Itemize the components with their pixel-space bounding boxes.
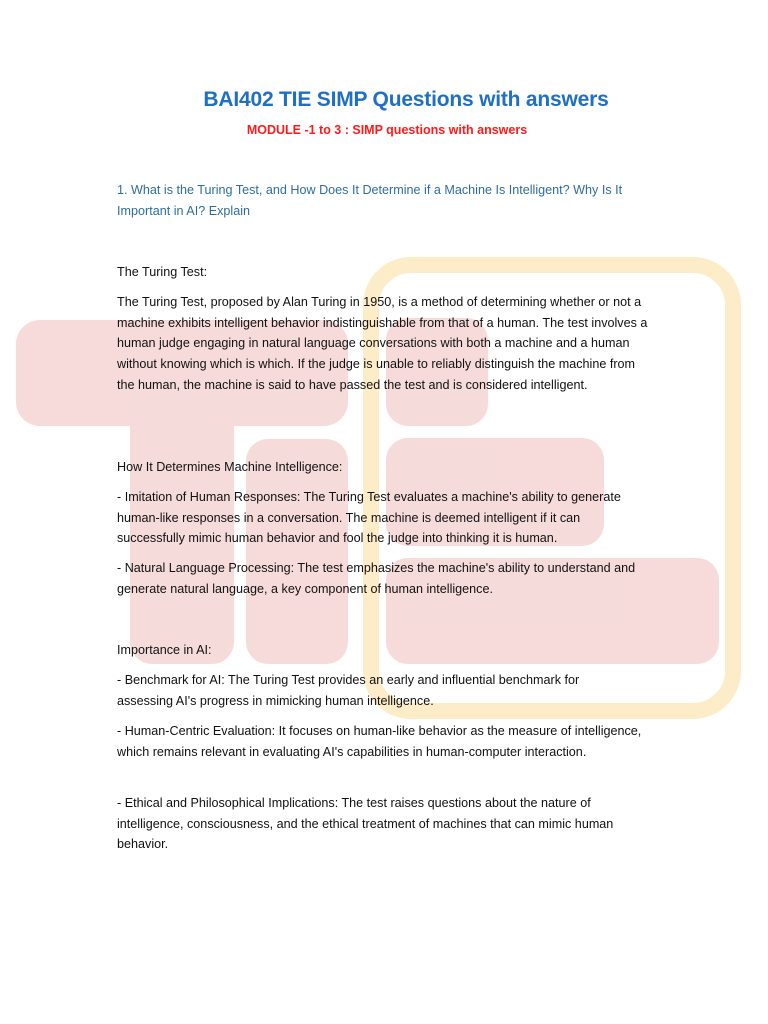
question-text: 1. What is the Turing Test, and How Does It Determine if a Machine Is Intelligent? Why Is It Important in AI? Explain [117,183,623,218]
document-title: BAI402 TIE SIMP Questions with answers [203,88,609,111]
section-heading-determines: How It Determines Machine Intelligence: [117,460,343,474]
section-heading-turing: The Turing Test: [117,265,208,279]
determines-point-1: - Imitation of Human Responses: The Turing Test evaluates a machine's ability to generate human-like responses in a conversation. The machine is deemed intelligent if it can successfully mimic human behavior and fool the judge into thinking it is human. [117,490,621,546]
document-subtitle: MODULE -1 to 3 : SIMP questions with answers [246,123,528,137]
determines-point-2: - Natural Language Processing: The test emphasizes the machine's ability to understand and generate natural language, a key component of human intelligence. [117,561,636,596]
turing-paragraph: The Turing Test, proposed by Alan Turing in 1950, is a method of determining whether or not a machine exhibits intelligent behavior indistinguishable from that of a human. The test involves a human judge engaging in natural language conversations with both a machine and a human without knowing which is which. If the judge is unable to reliably distinguish the machine from the human, the machine is said to have passed the test and is considered intelligent. [117,295,648,392]
importance-point-1: - Benchmark for AI: The Turing Test provides an early and influential benchmark for assessing AI's progress in mimicking human intelligence. [117,673,580,708]
section-heading-importance: Importance in AI: [117,643,212,657]
importance-point-2: - Human-Centric Evaluation: It focuses on human-like behavior as the measure of intelligence, which remains relevant in evaluating AI's capabilities in human-computer interaction. [117,724,642,759]
importance-point-3: - Ethical and Philosophical Implications: The test raises questions about the nature of intelligence, consciousness, and the ethical treatment of machines that can mimic human behavior. [117,796,614,852]
